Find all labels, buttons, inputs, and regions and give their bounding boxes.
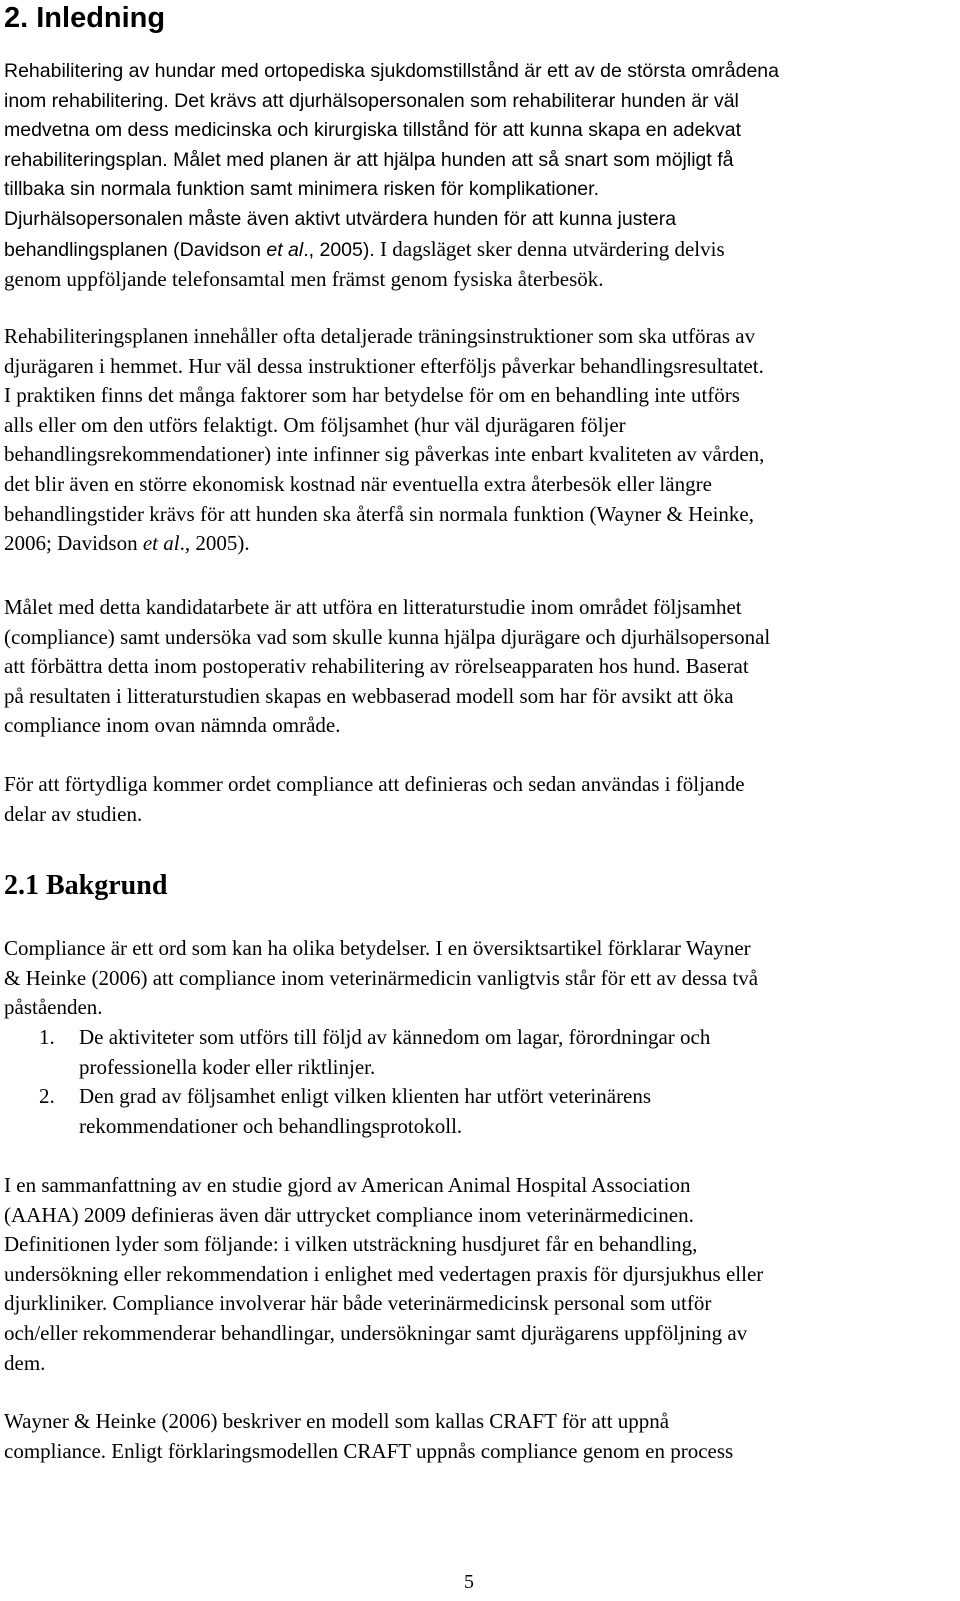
text-line: delar av studien.	[4, 801, 143, 826]
text-line: att förbättra detta inom postoperativ rehabilitering av rörelseapparaten hos hund. Baserat	[4, 654, 749, 679]
paragraph-aim	[4, 593, 949, 741]
text-line: Målet med detta kandidatarbete är att utföra en litteraturstudie inom området följsamhet	[4, 595, 742, 619]
text-line: undersökning eller rekommendation i enlighet med vedertagen praxis för djursjukhus eller	[4, 1261, 764, 1286]
text-line-citation	[4, 529, 949, 559]
list-number: 2.	[39, 1084, 55, 1109]
text-line: det blir även en större ekonomisk kostnad när eventuella extra återbesök eller längre	[4, 471, 712, 496]
text-line: & Heinke (2006) att compliance inom veterinärmedicin vanligtvis står för ett av dessa två	[4, 965, 759, 990]
text-line-citation	[4, 235, 949, 266]
text-line: medvetna om dess medicinska och kirurgiska tillstånd för att kunna skapa en adekvat	[4, 119, 742, 142]
text-line: behandlingstider krävs för att hunden ska återfå sin normala funktion (Wayner & Heinke,	[4, 501, 754, 526]
text-line: Den grad av följsamhet enligt vilken klienten har utfört veterinärens	[79, 1084, 652, 1109]
text-line: Definitionen lyder som följande: i vilken utsträckning husdjuret får en behandling,	[4, 1232, 698, 1257]
text-line: Wayner & Heinke (2006) beskriver en modell som kallas CRAFT för att uppnå	[4, 1409, 670, 1433]
page-number: 5	[464, 1571, 474, 1593]
text-line: inom rehabilitering. Det krävs att djurhälsopersonalen som rehabiliterar hunden är väl	[4, 89, 739, 112]
text-line: professionella koder eller riktlinjer.	[79, 1054, 376, 1079]
section-heading-bakgrund: 2.1 Bakgrund	[4, 870, 168, 901]
text-line: (AAHA) 2009 definieras även där uttrycket compliance inom veterinärmedicinen.	[4, 1202, 694, 1227]
citation-et-al: et al	[142, 531, 180, 556]
text-segment: ., 2005).	[179, 531, 250, 556]
text-segment: 2006; Davidson	[4, 531, 143, 556]
text-line: och/eller rekommenderar behandlingar, undersökningar samt djurägarens uppföljning av	[4, 1320, 748, 1345]
text-line: dem.	[4, 1350, 46, 1375]
text-segment: behandlingsplanen (Davidson	[4, 238, 267, 261]
text-line: Rehabilitering av hundar med ortopediska sjukdomstillstånd är ett av de största områdena	[4, 60, 780, 82]
text-line: compliance. Enligt förklaringsmodellen CRAFT uppnås compliance genom en process	[4, 1438, 734, 1463]
text-line: på resultaten i litteraturstudien skapas en webbaserad modell som har för avsikt att öka	[4, 683, 734, 708]
text-line: rekommendationer och behandlingsprotokoll.	[79, 1113, 463, 1138]
text-line: För att förtydliga kommer ordet compliance att definieras och sedan användas i följande	[4, 772, 745, 796]
paragraph-definition-note	[4, 770, 949, 829]
paragraph-compliance-meaning	[4, 934, 949, 1023]
paragraph-rehab-plan	[4, 322, 949, 559]
text-line: compliance inom ovan nämnda område.	[4, 713, 341, 738]
text-line: rehabiliteringsplan. Målet med planen är att hjälpa hunden att så snart som möjligt få	[4, 148, 734, 171]
text-line: Compliance är ett ord som kan ha olika betydelser. I en översiktsartikel förklarar Wayner	[4, 936, 751, 960]
text-line: påståenden.	[4, 995, 103, 1020]
text-line: Djurhälsopersonalen måste även aktivt utvärdera hunden för att kunna justera	[4, 207, 677, 230]
numbered-list	[4, 1023, 949, 1141]
paragraph-aaha	[4, 1171, 949, 1378]
text-line: (compliance) samt undersöka vad som skulle kunna hjälpa djurägare och djurhälsopersonal	[4, 624, 771, 649]
text-line: behandlingsrekommendationer) inte infinner sig påverkas inte enbart kvaliteten av vården,	[4, 442, 765, 467]
list-item	[4, 1023, 949, 1082]
text-segment-serif: I dagsläget sker denna utvärdering delvis	[374, 236, 725, 261]
text-line: genom uppföljande telefonsamtal men främst genom fysiska återbesök.	[4, 267, 604, 292]
paragraph-intro	[4, 57, 949, 295]
citation-et-al: et al	[266, 238, 304, 261]
text-segment: ., 2005).	[303, 238, 375, 261]
text-line: I en sammanfattning av en studie gjord av American Animal Hospital Association	[4, 1173, 691, 1197]
text-line: djurägaren i hemmet. Hur väl dessa instruktioner efterföljs påverkar behandlingsresultatet.	[4, 353, 764, 378]
text-line: djurkliniker. Compliance involverar här både veterinärmedicinsk personal som utför	[4, 1291, 712, 1316]
paragraph-craft	[4, 1407, 949, 1466]
list-item	[4, 1082, 949, 1141]
text-line: tillbaka sin normala funktion samt minimera risken för komplikationer.	[4, 178, 599, 201]
section-heading-inledning: 2. Inledning	[4, 2, 166, 34]
text-line: I praktiken finns det många faktorer som har betydelse för om en behandling inte utförs	[4, 383, 740, 408]
text-line: alls eller om den utförs felaktigt. Om följsamhet (hur väl djurägaren följer	[4, 412, 626, 437]
text-line: De aktiviteter som utförs till följd av kännedom om lagar, förordningar och	[79, 1025, 711, 1049]
list-number: 1.	[39, 1025, 55, 1049]
text-line: Rehabiliteringsplanen innehåller ofta detaljerade träningsinstruktioner som ska utföras av	[4, 324, 756, 348]
